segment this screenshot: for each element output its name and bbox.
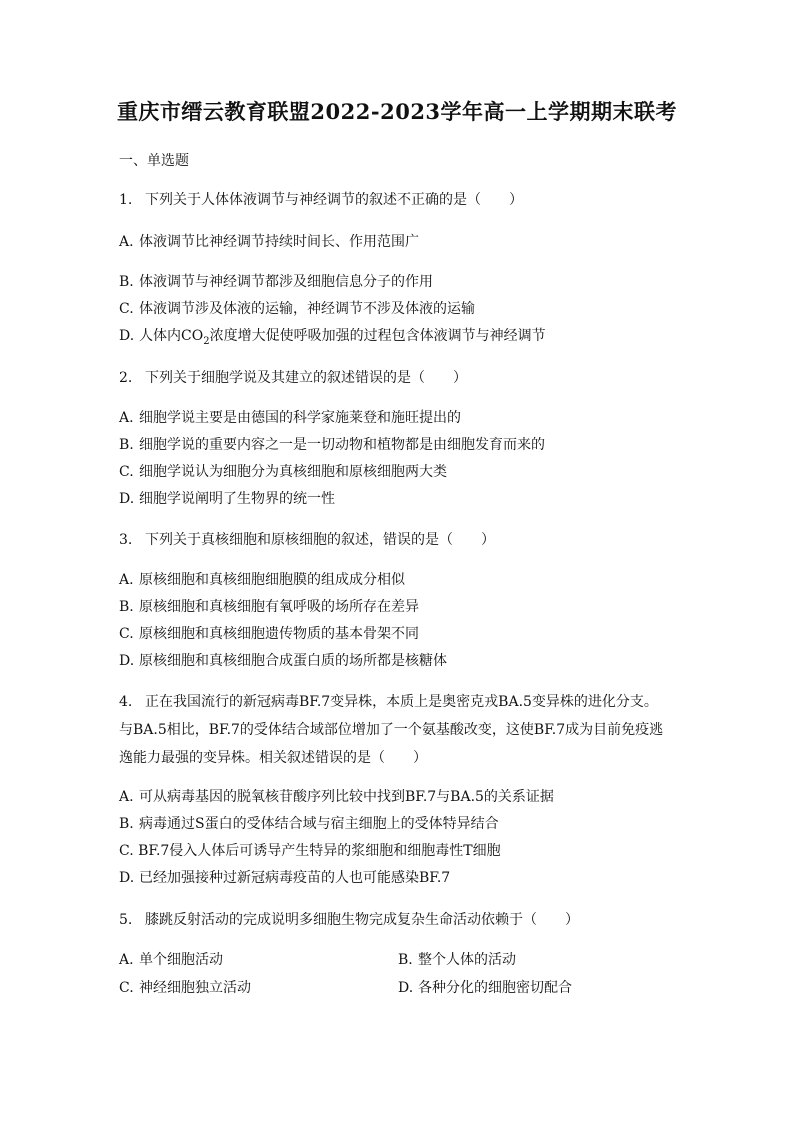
question-number: 1. bbox=[119, 192, 133, 208]
question-text: 下列关于细胞学说及其建立的叙述错误的是（ ） bbox=[145, 370, 467, 386]
question-number: 5. bbox=[119, 912, 133, 928]
section-heading: 一、单选题 bbox=[119, 153, 189, 169]
question-1-stem bbox=[119, 186, 679, 214]
question-5-option-d: D. 各种分化的细胞密切配合 bbox=[398, 980, 572, 996]
question-4-line-1: 4. 正在我国流行的新冠病毒BF.7变异株，本质上是奥密克戎BA.5变异株的进化分支。 bbox=[119, 688, 699, 716]
question-text: 下列关于真核细胞和原核细胞的叙述，错误的是（ ） bbox=[145, 532, 495, 548]
question-3-option-b: B. 原核细胞和真核细胞有氧呼吸的场所存在差异 bbox=[119, 599, 419, 615]
question-4-option-a: A. 可从病毒基因的脱氧核苷酸序列比较中找到BF.7与BA.5的关系证据 bbox=[119, 789, 554, 805]
question-1-option-b: B. 体液调节与神经调节都涉及细胞信息分子的作用 bbox=[119, 274, 433, 290]
question-3-stem bbox=[119, 526, 679, 554]
question-text: 膝跳反射活动的完成说明多细胞生物完成复杂生命活动依赖于（ ） bbox=[145, 912, 579, 928]
question-1-option-d: D. 人体内$CO_2$浓度增大促使呼吸加强的过程包含体液调节与神经调节 bbox=[119, 328, 546, 347]
question-1-option-a: A. 体液调节比神经调节持续时间长、作用范围广 bbox=[119, 234, 419, 250]
question-5-option-a: A. 单个细胞活动 bbox=[119, 952, 223, 968]
question-1-option-c: C. 体液调节涉及体液的运输，神经调节不涉及体液的运输 bbox=[119, 301, 475, 317]
question-5-stem bbox=[119, 906, 679, 934]
question-4-option-b: B. 病毒通过S蛋白的受体结合域与宿主细胞上的受体特异结合 bbox=[119, 816, 499, 832]
question-number: 3. bbox=[119, 532, 133, 548]
question-4-line-2: 与BA.5相比，BF.7的受体结合域部位增加了一个氨基酸改变，这使BF.7成为目前免疫逃 bbox=[119, 722, 664, 738]
question-text: 下列关于人体体液调节与神经调节的叙述不正确的是（ ） bbox=[145, 192, 523, 208]
question-5-option-c: C. 神经细胞独立活动 bbox=[119, 980, 251, 996]
question-2-stem bbox=[119, 364, 679, 392]
question-2-option-c: C. 细胞学说认为细胞分为真核细胞和原核细胞两大类 bbox=[119, 464, 447, 480]
question-4-option-d: D. 已经加强接种过新冠病毒疫苗的人也可能感染BF.7 bbox=[119, 870, 451, 886]
question-2-option-b: B. 细胞学说的重要内容之一是一切动物和植物都是由细胞发育而来的 bbox=[119, 437, 545, 453]
question-2-option-a: A. 细胞学说主要是由德国的科学家施莱登和施旺提出的 bbox=[119, 410, 461, 426]
question-4-option-c: C. BF.7侵入人体后可诱导产生特异的浆细胞和细胞毒性T细胞 bbox=[119, 843, 501, 859]
question-5-option-b: B. 整个人体的活动 bbox=[398, 952, 516, 968]
question-3-option-c: C. 原核细胞和真核细胞遗传物质的基本骨架不同 bbox=[119, 626, 419, 642]
question-4-line-3: 逸能力最强的变异株。相关叙述错误的是（ ） bbox=[119, 750, 427, 766]
exam-title: 重庆市缙云教育联盟2022-2023学年高一上学期期末联考 bbox=[116, 99, 678, 124]
question-3-option-a: A. 原核细胞和真核细胞细胞膜的组成成分相似 bbox=[119, 572, 405, 588]
question-4-stem bbox=[119, 688, 699, 772]
question-3-option-d: D. 原核细胞和真核细胞合成蛋白质的场所都是核糖体 bbox=[119, 653, 447, 669]
question-2-option-d: D. 细胞学说阐明了生物界的统一性 bbox=[119, 491, 335, 507]
question-number: 4. bbox=[119, 694, 133, 710]
question-number: 2. bbox=[119, 370, 133, 386]
